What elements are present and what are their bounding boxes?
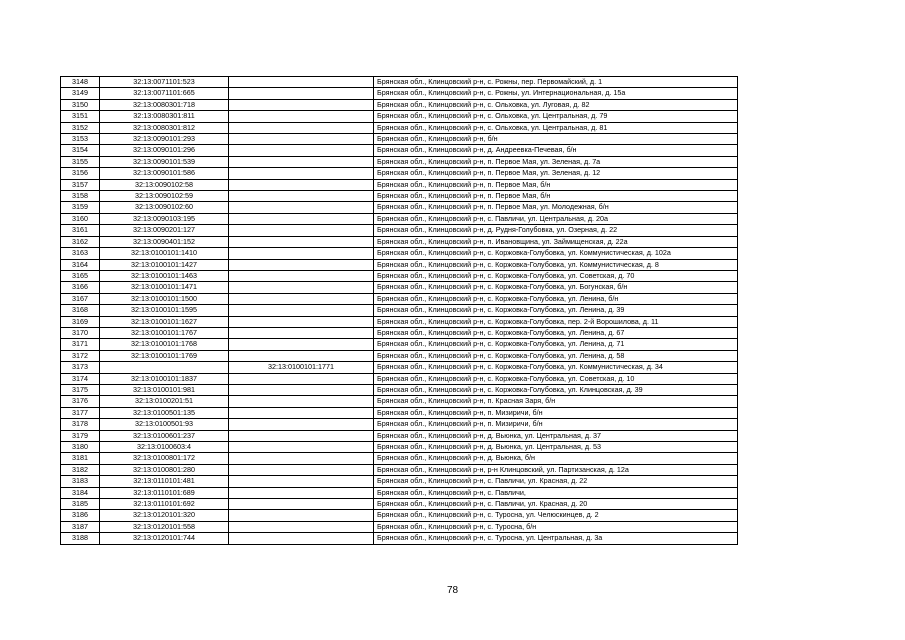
cadastral-number-cell: 32:13:0080301:811 (100, 111, 229, 122)
address-cell: Брянская обл., Клинцовский р-н, с. Коржовка-Голубовка, ул. Ленина, д. 58 (374, 350, 738, 361)
row-number-cell: 3187 (61, 521, 100, 532)
linked-cadastral-number-cell (229, 430, 374, 441)
table-row (61, 88, 738, 99)
row-number-cell: 3177 (61, 407, 100, 418)
row-number-cell: 3176 (61, 396, 100, 407)
linked-cadastral-number-cell: 32:13:0100101:1771 (229, 362, 374, 373)
cadastral-number-cell: 32:13:0120101:320 (100, 510, 229, 521)
cadastral-number-cell: 32:13:0080301:812 (100, 122, 229, 133)
address-cell: Брянская обл., Клинцовский р-н, п. Мизиричи, б/н (374, 419, 738, 430)
page-number: 78 (446, 585, 459, 596)
cadastral-number-cell: 32:13:0100501:135 (100, 407, 229, 418)
row-number-cell: 3186 (61, 510, 100, 521)
cadastral-number-cell: 32:13:0100101:1595 (100, 305, 229, 316)
cadastral-number-cell: 32:13:0100101:1471 (100, 282, 229, 293)
address-cell: Брянская обл., Клинцовский р-н, с. Коржовка-Голубовка, ул. Ленина, б/н (374, 293, 738, 304)
table-row (61, 499, 738, 510)
cadastral-number-cell: 32:13:0090101:539 (100, 156, 229, 167)
table-row (61, 396, 738, 407)
address-cell: Брянская обл., Клинцовский р-н, с. Коржовка-Голубовка, пер. 2-й Ворошилова, д. 11 (374, 316, 738, 327)
linked-cadastral-number-cell (229, 270, 374, 281)
row-number-cell: 3168 (61, 305, 100, 316)
linked-cadastral-number-cell (229, 236, 374, 247)
cadastral-number-cell: 32:13:0090101:296 (100, 145, 229, 156)
table-row (61, 442, 738, 453)
row-number-cell: 3175 (61, 384, 100, 395)
linked-cadastral-number-cell (229, 350, 374, 361)
row-number-cell: 3163 (61, 248, 100, 259)
cadastral-number-cell: 32:13:0100101:981 (100, 384, 229, 395)
address-cell: Брянская обл., Клинцовский р-н, с. Павличи, ул. Красная, д. 22 (374, 476, 738, 487)
address-cell: Брянская обл., Клинцовский р-н, р-н Клинцовский, ул. Партизанская, д. 12а (374, 464, 738, 475)
row-number-cell: 3148 (61, 77, 100, 88)
linked-cadastral-number-cell (229, 293, 374, 304)
linked-cadastral-number-cell (229, 111, 374, 122)
table-row (61, 305, 738, 316)
cadastral-number-cell: 32:13:0100101:1463 (100, 270, 229, 281)
cadastral-number-cell: 32:13:0100501:93 (100, 419, 229, 430)
linked-cadastral-number-cell (229, 259, 374, 270)
table-row (61, 316, 738, 327)
row-number-cell: 3173 (61, 362, 100, 373)
linked-cadastral-number-cell (229, 419, 374, 430)
row-number-cell: 3185 (61, 499, 100, 510)
cadastral-number-cell: 32:13:0090102:60 (100, 202, 229, 213)
cadastral-number-cell: 32:13:0100101:1627 (100, 316, 229, 327)
table-row (61, 510, 738, 521)
linked-cadastral-number-cell (229, 407, 374, 418)
row-number-cell: 3154 (61, 145, 100, 156)
cadastral-number-cell: 32:13:0100101:1767 (100, 327, 229, 338)
address-cell: Брянская обл., Клинцовский р-н, с. Коржовка-Голубовка, ул. Коммунистическая, д. 34 (374, 362, 738, 373)
table-row (61, 179, 738, 190)
linked-cadastral-number-cell (229, 533, 374, 544)
row-number-cell: 3170 (61, 327, 100, 338)
linked-cadastral-number-cell (229, 225, 374, 236)
address-cell: Брянская обл., Клинцовский р-н, с. Коржовка-Голубовка, ул. Клинцовская, д. 39 (374, 384, 738, 395)
address-cell: Брянская обл., Клинцовский р-н, с. Коржовка-Голубовка, ул. Коммунистическая, д. 102а (374, 248, 738, 259)
table-row (61, 213, 738, 224)
row-number-cell: 3156 (61, 168, 100, 179)
row-number-cell: 3159 (61, 202, 100, 213)
cadastral-number-cell: 32:13:0100603:4 (100, 442, 229, 453)
table-row (61, 327, 738, 338)
address-cell: Брянская обл., Клинцовский р-н, п. Первое Мая, ул. Зеленая, д. 12 (374, 168, 738, 179)
table-row (61, 293, 738, 304)
linked-cadastral-number-cell (229, 191, 374, 202)
row-number-cell: 3149 (61, 88, 100, 99)
row-number-cell: 3167 (61, 293, 100, 304)
row-number-cell: 3169 (61, 316, 100, 327)
table-row (61, 339, 738, 350)
address-cell: Брянская обл., Клинцовский р-н, п. Мизиричи, б/н (374, 407, 738, 418)
row-number-cell: 3162 (61, 236, 100, 247)
table-row (61, 407, 738, 418)
cadastral-number-cell: 32:13:0100101:1427 (100, 259, 229, 270)
row-number-cell: 3161 (61, 225, 100, 236)
linked-cadastral-number-cell (229, 202, 374, 213)
address-cell: Брянская обл., Клинцовский р-н, п. Первое Мая, б/н (374, 179, 738, 190)
address-cell: Брянская обл., Клинцовский р-н, с. Коржовка-Голубовка, ул. Коммунистическая, д. 8 (374, 259, 738, 270)
cadastral-number-cell: 32:13:0110101:481 (100, 476, 229, 487)
cadastral-number-cell: 32:13:0071101:665 (100, 88, 229, 99)
linked-cadastral-number-cell (229, 396, 374, 407)
table-row (61, 248, 738, 259)
table-row (61, 362, 738, 373)
cadastral-number-cell: 32:13:0100101:1410 (100, 248, 229, 259)
linked-cadastral-number-cell (229, 442, 374, 453)
table-row (61, 282, 738, 293)
table-row (61, 225, 738, 236)
cadastral-number-cell: 32:13:0100601:237 (100, 430, 229, 441)
address-cell: Брянская обл., Клинцовский р-н, с. Коржовка-Голубовка, ул. Ленина, д. 39 (374, 305, 738, 316)
row-number-cell: 3158 (61, 191, 100, 202)
address-cell: Брянская обл., Клинцовский р-н, д. Андреевка-Печевая, б/н (374, 145, 738, 156)
row-number-cell: 3152 (61, 122, 100, 133)
address-cell: Брянская обл., Клинцовский р-н, п. Первое Мая, ул. Зеленая, д. 7а (374, 156, 738, 167)
linked-cadastral-number-cell (229, 99, 374, 110)
row-number-cell: 3174 (61, 373, 100, 384)
row-number-cell: 3188 (61, 533, 100, 544)
linked-cadastral-number-cell (229, 168, 374, 179)
table-row (61, 111, 738, 122)
address-cell: Брянская обл., Клинцовский р-н, п. Первое Мая, ул. Молодежная, б/н (374, 202, 738, 213)
address-cell: Брянская обл., Клинцовский р-н, с. Ольховка, ул. Центральная, д. 79 (374, 111, 738, 122)
cadastral-number-cell: 32:13:0090102:59 (100, 191, 229, 202)
address-cell: Брянская обл., Клинцовский р-н, с. Коржовка-Голубовка, ул. Советская, д. 10 (374, 373, 738, 384)
row-number-cell: 3155 (61, 156, 100, 167)
address-cell: Брянская обл., Клинцовский р-н, с. Туросна, ул. Челюскинцев, д. 2 (374, 510, 738, 521)
row-number-cell: 3180 (61, 442, 100, 453)
table-row (61, 350, 738, 361)
address-cell: Брянская обл., Клинцовский р-н, с. Коржовка-Голубовка, ул. Богунская, б/н (374, 282, 738, 293)
cadastral-number-cell: 32:13:0090201:127 (100, 225, 229, 236)
linked-cadastral-number-cell (229, 384, 374, 395)
table-row (61, 236, 738, 247)
cadastral-number-cell: 32:13:0120101:558 (100, 521, 229, 532)
linked-cadastral-number-cell (229, 487, 374, 498)
cadastral-number-cell: 32:13:0100101:1768 (100, 339, 229, 350)
address-cell: Брянская обл., Клинцовский р-н, п. Ивановщина, ул. Займищенская, д. 22а (374, 236, 738, 247)
table-row (61, 259, 738, 270)
address-cell: Брянская обл., Клинцовский р-н, с. Ольховка, ул. Луговая, д. 82 (374, 99, 738, 110)
table-row (61, 384, 738, 395)
linked-cadastral-number-cell (229, 88, 374, 99)
address-cell: Брянская обл., Клинцовский р-н, д. Вьюнка, ул. Центральная, д. 53 (374, 442, 738, 453)
row-number-cell: 3164 (61, 259, 100, 270)
table-row (61, 191, 738, 202)
cadastral-number-cell: 32:13:0080301:718 (100, 99, 229, 110)
cadastral-number-cell: 32:13:0100801:172 (100, 453, 229, 464)
cadastral-number-cell: 32:13:0090401:152 (100, 236, 229, 247)
linked-cadastral-number-cell (229, 145, 374, 156)
linked-cadastral-number-cell (229, 327, 374, 338)
address-cell: Брянская обл., Клинцовский р-н, д. Вьюнка, б/н (374, 453, 738, 464)
table-row (61, 145, 738, 156)
cadastral-number-cell: 32:13:0090101:293 (100, 134, 229, 145)
registry-table-body (61, 77, 738, 545)
address-cell: Брянская обл., Клинцовский р-н, с. Коржовка-Голубовка, ул. Ленина, д. 67 (374, 327, 738, 338)
address-cell: Брянская обл., Клинцовский р-н, с. Павличи, ул. Красная, д. 20 (374, 499, 738, 510)
cadastral-number-cell: 32:13:0100101:1500 (100, 293, 229, 304)
table-row (61, 419, 738, 430)
cadastral-number-cell: 32:13:0071101:523 (100, 77, 229, 88)
linked-cadastral-number-cell (229, 213, 374, 224)
address-cell: Брянская обл., Клинцовский р-н, д. Вьюнка, ул. Центральная, д. 37 (374, 430, 738, 441)
row-number-cell: 3151 (61, 111, 100, 122)
row-number-cell: 3171 (61, 339, 100, 350)
address-cell: Брянская обл., Клинцовский р-н, с. Коржовка-Голубовка, ул. Ленина, д. 71 (374, 339, 738, 350)
linked-cadastral-number-cell (229, 499, 374, 510)
address-cell: Брянская обл., Клинцовский р-н, с. Туросна, б/н (374, 521, 738, 532)
cadastral-number-cell: 32:13:0100101:1837 (100, 373, 229, 384)
address-cell: Брянская обл., Клинцовский р-н, д. Рудня-Голубовка, ул. Озерная, д. 22 (374, 225, 738, 236)
table-row (61, 99, 738, 110)
row-number-cell: 3183 (61, 476, 100, 487)
linked-cadastral-number-cell (229, 510, 374, 521)
linked-cadastral-number-cell (229, 453, 374, 464)
row-number-cell: 3172 (61, 350, 100, 361)
cadastral-number-cell: 32:13:0100101:1769 (100, 350, 229, 361)
table-row (61, 464, 738, 475)
linked-cadastral-number-cell (229, 179, 374, 190)
table-row (61, 373, 738, 384)
cadastral-number-cell: 32:13:0110101:689 (100, 487, 229, 498)
linked-cadastral-number-cell (229, 122, 374, 133)
address-cell: Брянская обл., Клинцовский р-н, с. Рожны, пер. Первомайский, д. 1 (374, 77, 738, 88)
address-cell: Брянская обл., Клинцовский р-н, с. Павличи, (374, 487, 738, 498)
cadastral-number-cell: 32:13:0100201:51 (100, 396, 229, 407)
table-row (61, 476, 738, 487)
address-cell: Брянская обл., Клинцовский р-н, с. Рожны, ул. Интернациональная, д. 15а (374, 88, 738, 99)
address-cell: Брянская обл., Клинцовский р-н, с. Павличи, ул. Центральная, д. 20а (374, 213, 738, 224)
row-number-cell: 3150 (61, 99, 100, 110)
table-row (61, 122, 738, 133)
table-row (61, 202, 738, 213)
table-row (61, 521, 738, 532)
linked-cadastral-number-cell (229, 464, 374, 475)
linked-cadastral-number-cell (229, 476, 374, 487)
row-number-cell: 3179 (61, 430, 100, 441)
table-row (61, 134, 738, 145)
row-number-cell: 3182 (61, 464, 100, 475)
cadastral-number-cell (100, 362, 229, 373)
address-cell: Брянская обл., Клинцовский р-н, с. Ольховка, ул. Центральная, д. 81 (374, 122, 738, 133)
address-cell: Брянская обл., Клинцовский р-н, с. Туросна, ул. Центральная, д. 3а (374, 533, 738, 544)
cadastral-number-cell: 32:13:0090102:58 (100, 179, 229, 190)
row-number-cell: 3184 (61, 487, 100, 498)
row-number-cell: 3160 (61, 213, 100, 224)
address-cell: Брянская обл., Клинцовский р-н, п. Первое Мая, б/н (374, 191, 738, 202)
table-row (61, 77, 738, 88)
linked-cadastral-number-cell (229, 305, 374, 316)
linked-cadastral-number-cell (229, 521, 374, 532)
linked-cadastral-number-cell (229, 248, 374, 259)
cadastral-number-cell: 32:13:0100801:280 (100, 464, 229, 475)
table-row (61, 270, 738, 281)
address-cell: Брянская обл., Клинцовский р-н, п. Красная Заря, б/н (374, 396, 738, 407)
row-number-cell: 3153 (61, 134, 100, 145)
table-row (61, 168, 738, 179)
cadastral-number-cell: 32:13:0110101:692 (100, 499, 229, 510)
table-row (61, 430, 738, 441)
table-row (61, 156, 738, 167)
cadastral-number-cell: 32:13:0120101:744 (100, 533, 229, 544)
linked-cadastral-number-cell (229, 373, 374, 384)
table-row (61, 533, 738, 544)
row-number-cell: 3166 (61, 282, 100, 293)
linked-cadastral-number-cell (229, 282, 374, 293)
address-cell: Брянская обл., Клинцовский р-н, с. Коржовка-Голубовка, ул. Советская, д. 70 (374, 270, 738, 281)
linked-cadastral-number-cell (229, 156, 374, 167)
table-row (61, 453, 738, 464)
cadastral-number-cell: 32:13:0090101:586 (100, 168, 229, 179)
row-number-cell: 3157 (61, 179, 100, 190)
address-cell: Брянская обл., Клинцовский р-н, б/н (374, 134, 738, 145)
registry-table (60, 76, 738, 545)
linked-cadastral-number-cell (229, 134, 374, 145)
table-row (61, 487, 738, 498)
linked-cadastral-number-cell (229, 316, 374, 327)
cadastral-number-cell: 32:13:0090103:195 (100, 213, 229, 224)
row-number-cell: 3181 (61, 453, 100, 464)
linked-cadastral-number-cell (229, 77, 374, 88)
linked-cadastral-number-cell (229, 339, 374, 350)
row-number-cell: 3178 (61, 419, 100, 430)
row-number-cell: 3165 (61, 270, 100, 281)
